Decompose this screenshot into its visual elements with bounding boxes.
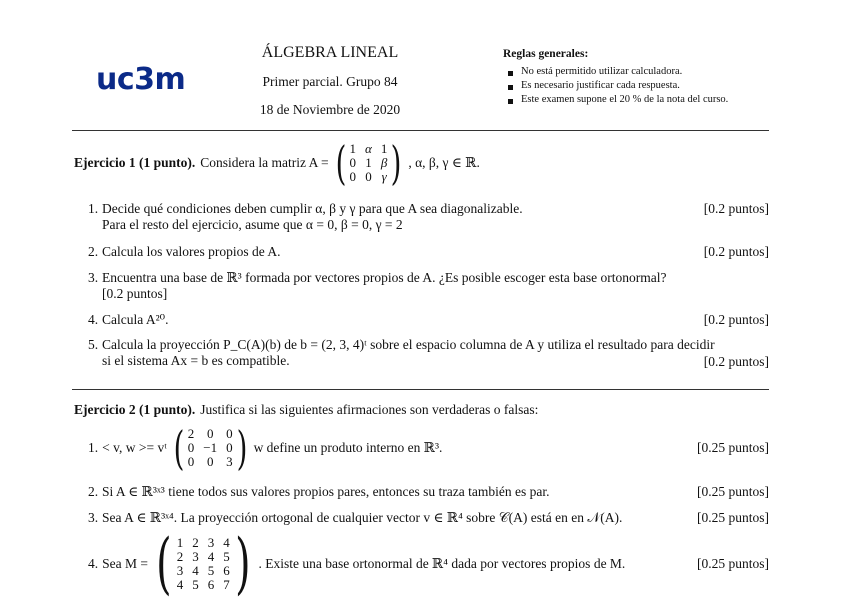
- item-points: [0.2 puntos]: [703, 354, 769, 369]
- matrix-cell: 3: [226, 454, 233, 469]
- matrix-cell: 1: [176, 535, 184, 550]
- item-text: Calcula los valores propios de A.: [102, 244, 281, 259]
- matrix-a: ( 1 α 1 0 1 β 0 0 γ ): [335, 136, 402, 190]
- item-number: 4.: [88, 556, 99, 571]
- general-rules: [503, 48, 728, 108]
- matrix-cell: 6: [207, 577, 215, 592]
- exercise-2-title: Ejercicio 2 (1 punto).: [74, 402, 196, 417]
- matrix-cell: 4: [176, 577, 184, 592]
- item-text: Sea M =: [102, 556, 148, 571]
- matrix-cell: α: [365, 141, 372, 156]
- item-number: 1.: [88, 440, 99, 455]
- item-number: 3.: [88, 510, 99, 525]
- rule-item: Es necesario justificar cada respuesta.: [521, 80, 728, 91]
- item-number: 5.: [88, 337, 99, 352]
- item-number: 1.: [88, 201, 99, 216]
- matrix-cell: 0: [349, 155, 357, 170]
- matrix-cell: 3: [207, 535, 215, 550]
- matrix-m: ( 1 2 3 4 2 3 4 5 3 4 5 6 4 5 6 7 ): [156, 525, 251, 602]
- exercise-2-intro: Justifica si las siguientes afirmaciones son verdaderas o falsas:: [200, 402, 539, 417]
- matrix-cell: 0: [206, 426, 214, 441]
- matrix-cell: 4: [207, 549, 215, 564]
- exam-date: 18 de Noviembre de 2020: [259, 102, 401, 117]
- ex1-item-1: [88, 201, 769, 233]
- exercise-1-params: , α, β, γ ∈ ℝ.: [408, 155, 480, 170]
- item-points: [0.25 puntos]: [697, 510, 769, 525]
- matrix-cell: 2: [187, 426, 195, 441]
- exercise-1: [74, 136, 768, 190]
- matrix-cell: 0: [226, 426, 233, 441]
- item-number: 2.: [88, 484, 99, 499]
- rule-item: Este examen supone el 20 % de la nota del curso.: [521, 94, 729, 105]
- matrix-cell: 0: [187, 440, 195, 455]
- item-points: [0.25 puntos]: [697, 440, 769, 455]
- matrix-cell: β: [380, 155, 388, 170]
- rule-item: No está permitido utilizar calculadora.: [521, 66, 728, 77]
- matrix-cell: 5: [207, 563, 215, 578]
- exercise-2: [74, 402, 768, 418]
- item-text: Calcula A²⁰.: [102, 312, 169, 327]
- matrix-cell: 2: [192, 535, 199, 550]
- divider: [72, 389, 769, 390]
- divider: [72, 130, 769, 131]
- exam-subtitle: Primer parcial. Grupo 84: [262, 74, 398, 89]
- matrix-cell: 6: [223, 563, 230, 578]
- matrix-cell: 3: [192, 549, 199, 564]
- item-text: Decide qué condiciones deben cumplir α, β y γ para que A sea diagonalizable.: [102, 201, 523, 216]
- matrix-cell: 3: [176, 563, 184, 578]
- uc3m-logo: uc3m: [96, 62, 186, 97]
- matrix-cell: 5: [223, 549, 230, 564]
- item-points: [0.25 puntos]: [697, 556, 769, 571]
- exercise-1-title: Ejercicio 1 (1 punto).: [74, 155, 196, 170]
- matrix-cell: 0: [206, 454, 214, 469]
- matrix-cell: 0: [187, 454, 195, 469]
- ex2-item-2: [88, 484, 769, 500]
- rules-title: Reglas generales:: [503, 48, 589, 60]
- item-text: Sea A ∈ ℝ³ˣ⁴. La proyección ortogonal de cualquier vector v ∈ ℝ⁴ sobre 𝒞(A) está en en 𝒩(A).: [102, 510, 623, 525]
- item-text-continued: . Existe una base ortonormal de ℝ⁴ dada por vectores propios de M.: [258, 556, 626, 571]
- exam-header: [225, 44, 435, 118]
- exercise-1-intro: Considera la matriz A =: [200, 155, 329, 170]
- matrix-cell: 1: [349, 141, 357, 156]
- item-text: Encuentra una base de ℝ³ formada por vectores propios de A. ¿Es posible escoger esta base ortonormal?: [102, 270, 667, 285]
- matrix-cell: 2: [176, 549, 184, 564]
- item-text-continued: w define un produto interno en ℝ³.: [253, 440, 443, 455]
- matrix-cell: 1: [380, 141, 388, 156]
- matrix-cell: 1: [365, 155, 372, 170]
- matrix-cell: 0: [349, 169, 357, 184]
- ex1-item-5: [88, 337, 769, 369]
- ex2-item-1: [88, 421, 769, 475]
- item-text: Calcula la proyección P_C(A)(b) de b = (2, 3, 4)ᵗ sobre el espacio columna de A y utiliza el resultado para decidir: [102, 337, 715, 352]
- item-text-continued: si el sistema Ax = b es compatible.: [102, 353, 290, 368]
- matrix-cell: 7: [223, 577, 230, 592]
- ex1-item-2: [88, 244, 769, 260]
- item-text-continued: Para el resto del ejercicio, asume que α = 0, β = 0, γ = 2: [102, 217, 403, 232]
- item-text: < v, w >= vᵗ: [102, 440, 167, 455]
- item-points: [0.2 puntos]: [703, 244, 769, 259]
- matrix-cell: γ: [381, 169, 387, 184]
- matrix-cell: 4: [223, 535, 230, 550]
- matrix-cell: −1: [203, 440, 218, 455]
- course-title: ÁLGEBRA LINEAL: [261, 44, 399, 61]
- item-points: [0.25 puntos]: [697, 484, 769, 499]
- ex1-item-4: [88, 312, 769, 328]
- item-number: 2.: [88, 244, 99, 259]
- matrix-inner-product: ( 2 0 0 0 −1 0 0 0 3 ): [173, 421, 247, 475]
- matrix-cell: 0: [365, 169, 372, 184]
- item-points: [0.2 puntos]: [102, 286, 168, 301]
- item-text: Si A ∈ ℝ³ˣ³ tiene todos sus valores propios pares, entonces su traza también es par.: [102, 484, 550, 499]
- item-number: 4.: [88, 312, 99, 327]
- item-points: [0.2 puntos]: [703, 312, 769, 327]
- ex1-item-3: [88, 270, 769, 302]
- item-points: [0.2 puntos]: [703, 201, 769, 216]
- matrix-cell: 4: [192, 563, 199, 578]
- ex2-item-3: [88, 510, 769, 526]
- matrix-cell: 0: [226, 440, 233, 455]
- item-number: 3.: [88, 270, 99, 285]
- ex2-item-4: [88, 525, 769, 602]
- matrix-cell: 5: [192, 577, 199, 592]
